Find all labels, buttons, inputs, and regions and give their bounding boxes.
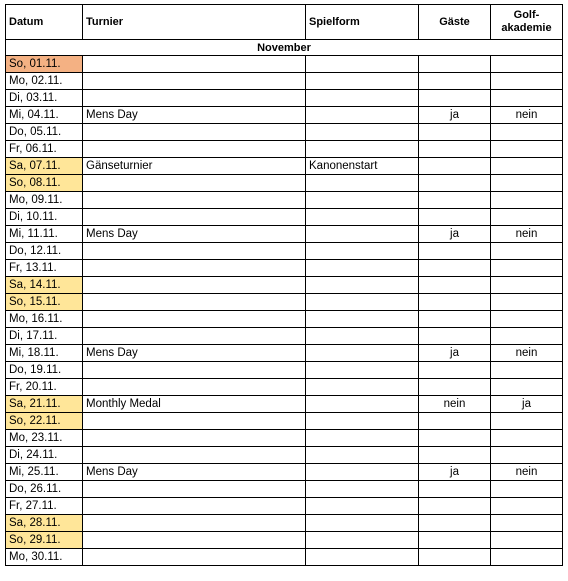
spielform-cell — [306, 209, 419, 226]
spielform-cell — [306, 396, 419, 413]
date-cell: So, 08.11. — [6, 175, 83, 192]
table-row — [6, 345, 563, 362]
header-spielform: Spielform — [306, 5, 419, 40]
date-cell: Mi, 04.11. — [6, 107, 83, 124]
akademie-cell — [491, 481, 563, 498]
table-row — [6, 73, 563, 90]
date-cell: Do, 12.11. — [6, 243, 83, 260]
spielform-cell — [306, 311, 419, 328]
turnier-cell — [83, 447, 306, 464]
date-cell: Sa, 21.11. — [6, 396, 83, 413]
turnier-cell: Mens Day — [83, 107, 306, 124]
table-row — [6, 498, 563, 515]
turnier-cell — [83, 277, 306, 294]
turnier-cell — [83, 532, 306, 549]
gaeste-cell — [419, 56, 491, 73]
gaeste-cell — [419, 447, 491, 464]
date-cell: Do, 19.11. — [6, 362, 83, 379]
date-cell: Sa, 14.11. — [6, 277, 83, 294]
date-cell: Di, 24.11. — [6, 447, 83, 464]
spielform-cell — [306, 294, 419, 311]
gaeste-cell — [419, 277, 491, 294]
turnier-cell — [83, 294, 306, 311]
table-row — [6, 56, 563, 73]
akademie-cell — [491, 192, 563, 209]
akademie-cell — [491, 311, 563, 328]
table-row — [6, 413, 563, 430]
header-golf-akademie — [491, 5, 563, 40]
akademie-cell — [491, 294, 563, 311]
akademie-cell — [491, 141, 563, 158]
turnier-cell — [83, 413, 306, 430]
gaeste-cell — [419, 209, 491, 226]
turnier-cell — [83, 192, 306, 209]
turnier-cell — [83, 498, 306, 515]
header-akademie-line2: akademie — [501, 22, 552, 34]
spielform-cell — [306, 430, 419, 447]
date-cell: Fr, 20.11. — [6, 379, 83, 396]
turnier-cell: Mens Day — [83, 345, 306, 362]
gaeste-cell — [419, 362, 491, 379]
spielform-cell — [306, 192, 419, 209]
turnier-cell — [83, 430, 306, 447]
akademie-cell: nein — [491, 345, 563, 362]
date-cell: Di, 17.11. — [6, 328, 83, 345]
turnier-cell: Gänseturnier — [83, 158, 306, 175]
table-row — [6, 277, 563, 294]
table-row — [6, 447, 563, 464]
spielform-cell — [306, 260, 419, 277]
table-row — [6, 243, 563, 260]
date-cell: Mo, 02.11. — [6, 73, 83, 90]
akademie-cell — [491, 532, 563, 549]
akademie-cell — [491, 260, 563, 277]
akademie-cell — [491, 430, 563, 447]
spielform-cell — [306, 413, 419, 430]
table-row — [6, 158, 563, 175]
turnier-cell — [83, 379, 306, 396]
akademie-cell — [491, 498, 563, 515]
spielform-cell — [306, 141, 419, 158]
akademie-cell — [491, 56, 563, 73]
date-cell: Do, 26.11. — [6, 481, 83, 498]
table-row — [6, 124, 563, 141]
gaeste-cell: ja — [419, 464, 491, 481]
table-row — [6, 396, 563, 413]
spielform-cell — [306, 328, 419, 345]
gaeste-cell — [419, 532, 491, 549]
turnier-cell — [83, 243, 306, 260]
turnier-cell — [83, 90, 306, 107]
date-cell: Mo, 30.11. — [6, 549, 83, 566]
akademie-cell — [491, 362, 563, 379]
gaeste-cell — [419, 90, 491, 107]
table-row — [6, 362, 563, 379]
gaeste-cell — [419, 311, 491, 328]
spielform-cell — [306, 498, 419, 515]
date-cell: Di, 10.11. — [6, 209, 83, 226]
date-cell: Mi, 11.11. — [6, 226, 83, 243]
gaeste-cell: ja — [419, 107, 491, 124]
turnier-cell — [83, 515, 306, 532]
turnier-cell — [83, 328, 306, 345]
table-row — [6, 192, 563, 209]
akademie-cell — [491, 209, 563, 226]
gaeste-cell: ja — [419, 345, 491, 362]
akademie-cell — [491, 243, 563, 260]
spielform-cell — [306, 362, 419, 379]
gaeste-cell — [419, 260, 491, 277]
header-row — [6, 5, 563, 40]
spielform-cell — [306, 515, 419, 532]
akademie-cell: nein — [491, 107, 563, 124]
month-row — [6, 40, 563, 56]
turnier-cell — [83, 362, 306, 379]
turnier-cell — [83, 124, 306, 141]
table-row — [6, 328, 563, 345]
turnier-cell — [83, 549, 306, 566]
date-cell: Mo, 09.11. — [6, 192, 83, 209]
spielform-cell — [306, 175, 419, 192]
date-cell: Mi, 25.11. — [6, 464, 83, 481]
table-row — [6, 481, 563, 498]
akademie-cell: nein — [491, 226, 563, 243]
month-label: November — [6, 40, 563, 56]
akademie-cell — [491, 328, 563, 345]
turnier-cell — [83, 260, 306, 277]
table-row — [6, 260, 563, 277]
spielform-cell — [306, 549, 419, 566]
spielform-cell — [306, 73, 419, 90]
header-datum: Datum — [6, 5, 83, 40]
gaeste-cell — [419, 515, 491, 532]
date-cell: So, 15.11. — [6, 294, 83, 311]
date-cell: So, 29.11. — [6, 532, 83, 549]
gaeste-cell — [419, 481, 491, 498]
akademie-cell: ja — [491, 396, 563, 413]
table-row — [6, 226, 563, 243]
table-row — [6, 430, 563, 447]
spielform-cell — [306, 532, 419, 549]
turnier-cell — [83, 175, 306, 192]
header-turnier: Turnier — [83, 5, 306, 40]
date-cell: Mo, 23.11. — [6, 430, 83, 447]
header-gaeste: Gäste — [419, 5, 491, 40]
turnier-cell — [83, 73, 306, 90]
gaeste-cell — [419, 328, 491, 345]
table-row — [6, 294, 563, 311]
akademie-cell — [491, 277, 563, 294]
gaeste-cell — [419, 141, 491, 158]
turnier-cell: Mens Day — [83, 226, 306, 243]
date-cell: Di, 03.11. — [6, 90, 83, 107]
date-cell: Fr, 13.11. — [6, 260, 83, 277]
table-row — [6, 532, 563, 549]
gaeste-cell — [419, 124, 491, 141]
date-cell: Sa, 07.11. — [6, 158, 83, 175]
spielform-cell — [306, 481, 419, 498]
spielform-cell — [306, 447, 419, 464]
table-row — [6, 379, 563, 396]
date-cell: Mi, 18.11. — [6, 345, 83, 362]
spielform-cell — [306, 277, 419, 294]
gaeste-cell: nein — [419, 396, 491, 413]
turnier-cell — [83, 56, 306, 73]
turnier-cell — [83, 141, 306, 158]
table-row — [6, 549, 563, 566]
table-row — [6, 141, 563, 158]
spielform-cell — [306, 107, 419, 124]
akademie-cell — [491, 413, 563, 430]
table-row — [6, 209, 563, 226]
gaeste-cell — [419, 379, 491, 396]
akademie-cell — [491, 379, 563, 396]
table-row — [6, 311, 563, 328]
spielform-cell: Kanonenstart — [306, 158, 419, 175]
table-row — [6, 175, 563, 192]
gaeste-cell — [419, 413, 491, 430]
date-cell: So, 01.11. — [6, 56, 83, 73]
turnier-cell — [83, 311, 306, 328]
spielform-cell — [306, 124, 419, 141]
header-akademie-line1: Golf- — [513, 9, 540, 21]
spielform-cell — [306, 90, 419, 107]
turnier-cell — [83, 481, 306, 498]
date-cell: So, 22.11. — [6, 413, 83, 430]
table-row — [6, 107, 563, 124]
akademie-cell — [491, 124, 563, 141]
table-row — [6, 90, 563, 107]
akademie-cell — [491, 447, 563, 464]
spielform-cell — [306, 345, 419, 362]
gaeste-cell — [419, 294, 491, 311]
date-cell: Mo, 16.11. — [6, 311, 83, 328]
date-cell: Do, 05.11. — [6, 124, 83, 141]
date-cell: Fr, 27.11. — [6, 498, 83, 515]
akademie-cell — [491, 515, 563, 532]
akademie-cell — [491, 73, 563, 90]
spielform-cell — [306, 243, 419, 260]
gaeste-cell — [419, 175, 491, 192]
akademie-cell — [491, 549, 563, 566]
date-cell: Fr, 06.11. — [6, 141, 83, 158]
spielform-cell — [306, 56, 419, 73]
spielform-cell — [306, 464, 419, 481]
date-cell: Sa, 28.11. — [6, 515, 83, 532]
gaeste-cell — [419, 73, 491, 90]
gaeste-cell — [419, 158, 491, 175]
akademie-cell — [491, 90, 563, 107]
akademie-cell: nein — [491, 464, 563, 481]
gaeste-cell — [419, 498, 491, 515]
table-row — [6, 464, 563, 481]
turnier-cell: Mens Day — [83, 464, 306, 481]
gaeste-cell — [419, 192, 491, 209]
spielform-cell — [306, 379, 419, 396]
tournament-schedule-table — [5, 4, 563, 566]
turnier-cell: Monthly Medal — [83, 396, 306, 413]
akademie-cell — [491, 158, 563, 175]
gaeste-cell — [419, 243, 491, 260]
table-row — [6, 515, 563, 532]
akademie-cell — [491, 175, 563, 192]
gaeste-cell — [419, 430, 491, 447]
spielform-cell — [306, 226, 419, 243]
gaeste-cell — [419, 549, 491, 566]
gaeste-cell: ja — [419, 226, 491, 243]
turnier-cell — [83, 209, 306, 226]
